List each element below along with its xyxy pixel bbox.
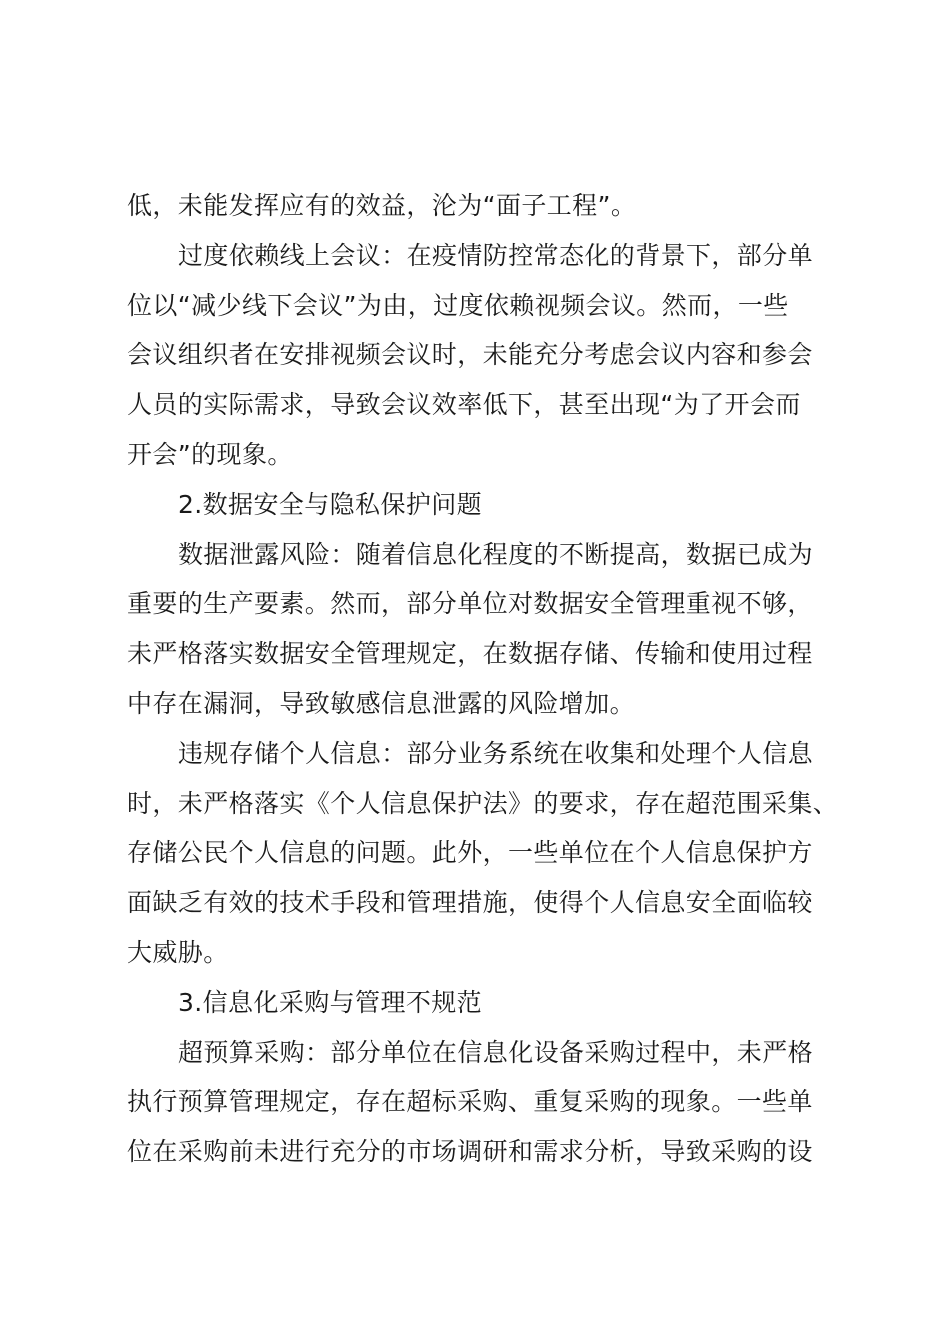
text-line: 人员的实际需求，导致会议效率低下，甚至出现“为了开会而: [127, 390, 801, 420]
text-line: 中存在漏洞，导致敏感信息泄露的风险增加。: [127, 688, 636, 718]
text-line: 未严格落实数据安全管理规定，在数据存储、传输和使用过程: [127, 639, 813, 669]
text-line: 面缺乏有效的技术手段和管理措施，使得个人信息安全面临较: [127, 888, 813, 918]
text-line: 位以“减少线下会议”为由，过度依赖视频会议。然而，一些: [127, 290, 789, 320]
paragraph-start-line: 数据泄露风险：随着信息化程度的不断提高，数据已成为: [178, 539, 814, 569]
text-line: 大威胁。: [127, 937, 229, 967]
text-line: 位在采购前未进行充分的市场调研和需求分析，导致采购的设: [127, 1137, 813, 1167]
paragraph-start-line: 违规存储个人信息：部分业务系统在收集和处理个人信息: [178, 738, 814, 768]
section-heading: 2.数据安全与隐私保护问题: [178, 489, 483, 519]
body-text: [127, 181, 843, 1177]
text-line: 会议组织者在安排视频会议时，未能充分考虑会议内容和参会: [127, 340, 813, 370]
paragraph-start-line: 过度依赖线上会议：在疫情防控常态化的背景下，部分单: [178, 240, 814, 270]
text-line: 低，未能发挥应有的效益，沦为“面子工程”。: [127, 191, 637, 220]
text-line: 存储公民个人信息的问题。此外，一些单位在个人信息保护方: [127, 838, 813, 868]
text-line: 时，未严格落实《个人信息保护法》的要求，存在超范围采集、: [127, 788, 839, 818]
section-heading: 3.信息化采购与管理不规范: [178, 987, 483, 1017]
paragraph-start-line: 超预算采购：部分单位在信息化设备采购过程中，未严格: [178, 1037, 814, 1067]
text-line: 执行预算管理规定，存在超标采购、重复采购的现象。一些单: [127, 1087, 813, 1117]
text-line: 开会”的现象。: [127, 439, 293, 469]
text-line: 重要的生产要素。然而，部分单位对数据安全管理重视不够，: [127, 589, 813, 619]
